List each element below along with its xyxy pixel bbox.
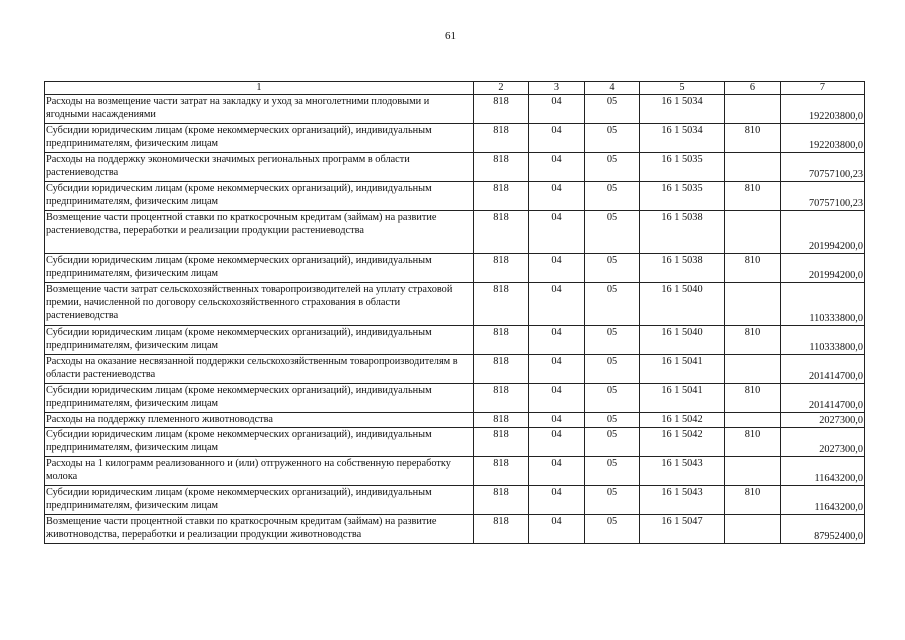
table-row [45, 124, 865, 153]
admin-code: 818 [474, 182, 529, 211]
subsection-code: 05 [585, 428, 640, 457]
amount: 201414700,0 [781, 355, 865, 384]
target-article-code: 16 1 5038 [640, 254, 725, 283]
expense-type-code: 810 [725, 428, 781, 457]
subsection-code: 05 [585, 355, 640, 384]
admin-code: 818 [474, 355, 529, 384]
section-code: 04 [529, 486, 585, 515]
table-header-row [45, 82, 865, 95]
expense-type-code [725, 153, 781, 182]
column-header: 7 [781, 82, 865, 95]
table-row [45, 428, 865, 457]
target-article-code: 16 1 5035 [640, 182, 725, 211]
row-description: Субсидии юридическим лицам (кроме некоммерческих организаций), индивидуальным предпринимателям, физическим лицам [45, 182, 474, 211]
section-code: 04 [529, 182, 585, 211]
expense-type-code [725, 515, 781, 544]
amount: 110333800,0 [781, 283, 865, 326]
subsection-code: 05 [585, 283, 640, 326]
admin-code: 818 [474, 283, 529, 326]
row-description: Расходы на оказание несвязанной поддержки сельскохозяйственным товаропроизводителям в области растениеводства [45, 355, 474, 384]
amount: 2027300,0 [781, 413, 865, 428]
subsection-code: 05 [585, 182, 640, 211]
section-code: 04 [529, 428, 585, 457]
row-description: Субсидии юридическим лицам (кроме некоммерческих организаций), индивидуальным предпринимателям, физическим лицам [45, 486, 474, 515]
section-code: 04 [529, 211, 585, 254]
amount: 192203800,0 [781, 124, 865, 153]
row-description: Возмещение части процентной ставки по краткосрочным кредитам (займам) на развитие растениеводства, переработки и реализации продукции растениеводства [45, 211, 474, 254]
target-article-code: 16 1 5042 [640, 413, 725, 428]
budget-table [44, 81, 865, 544]
table-row [45, 326, 865, 355]
amount: 11643200,0 [781, 457, 865, 486]
section-code: 04 [529, 355, 585, 384]
admin-code: 818 [474, 413, 529, 428]
amount: 2027300,0 [781, 428, 865, 457]
table-row [45, 95, 865, 124]
expense-type-code [725, 95, 781, 124]
amount: 70757100,23 [781, 153, 865, 182]
row-description: Субсидии юридическим лицам (кроме некоммерческих организаций), индивидуальным предпринимателям, физическим лицам [45, 326, 474, 355]
expense-type-code [725, 211, 781, 254]
target-article-code: 16 1 5040 [640, 283, 725, 326]
section-code: 04 [529, 95, 585, 124]
target-article-code: 16 1 5041 [640, 384, 725, 413]
target-article-code: 16 1 5034 [640, 124, 725, 153]
table-row [45, 211, 865, 254]
column-header: 5 [640, 82, 725, 95]
table-row [45, 413, 865, 428]
admin-code: 818 [474, 428, 529, 457]
subsection-code: 05 [585, 413, 640, 428]
amount: 201414700,0 [781, 384, 865, 413]
expense-type-code [725, 355, 781, 384]
admin-code: 818 [474, 515, 529, 544]
amount: 192203800,0 [781, 95, 865, 124]
subsection-code: 05 [585, 211, 640, 254]
section-code: 04 [529, 283, 585, 326]
amount: 70757100,23 [781, 182, 865, 211]
subsection-code: 05 [585, 486, 640, 515]
target-article-code: 16 1 5034 [640, 95, 725, 124]
target-article-code: 16 1 5042 [640, 428, 725, 457]
expense-type-code [725, 283, 781, 326]
expense-type-code [725, 457, 781, 486]
section-code: 04 [529, 457, 585, 486]
column-header: 3 [529, 82, 585, 95]
section-code: 04 [529, 153, 585, 182]
row-description: Расходы на 1 килограмм реализованного и (или) отгруженного на собственную переработку молока [45, 457, 474, 486]
column-header: 1 [45, 82, 474, 95]
section-code: 04 [529, 413, 585, 428]
row-description: Возмещение части процентной ставки по краткосрочным кредитам (займам) на развитие животноводства, переработки и реализации продукции животноводства [45, 515, 474, 544]
expense-type-code: 810 [725, 124, 781, 153]
subsection-code: 05 [585, 153, 640, 182]
table-row [45, 355, 865, 384]
subsection-code: 05 [585, 457, 640, 486]
column-header: 6 [725, 82, 781, 95]
section-code: 04 [529, 124, 585, 153]
amount: 110333800,0 [781, 326, 865, 355]
section-code: 04 [529, 326, 585, 355]
expense-type-code: 810 [725, 254, 781, 283]
admin-code: 818 [474, 153, 529, 182]
target-article-code: 16 1 5041 [640, 355, 725, 384]
amount: 11643200,0 [781, 486, 865, 515]
section-code: 04 [529, 254, 585, 283]
admin-code: 818 [474, 95, 529, 124]
section-code: 04 [529, 384, 585, 413]
row-description: Возмещение части затрат сельскохозяйственных товаропроизводителей на уплату страховой премии, начисленной по договору сельскохозяйственного страхования в области растениеводства [45, 283, 474, 326]
subsection-code: 05 [585, 124, 640, 153]
admin-code: 818 [474, 124, 529, 153]
table-row [45, 486, 865, 515]
row-description: Субсидии юридическим лицам (кроме некоммерческих организаций), индивидуальным предпринимателям, физическим лицам [45, 254, 474, 283]
row-description: Субсидии юридическим лицам (кроме некоммерческих организаций), индивидуальным предпринимателям, физическим лицам [45, 384, 474, 413]
row-description: Субсидии юридическим лицам (кроме некоммерческих организаций), индивидуальным предпринимателям, физическим лицам [45, 124, 474, 153]
table-row [45, 384, 865, 413]
admin-code: 818 [474, 326, 529, 355]
subsection-code: 05 [585, 384, 640, 413]
subsection-code: 05 [585, 326, 640, 355]
admin-code: 818 [474, 457, 529, 486]
expense-type-code [725, 413, 781, 428]
table-row [45, 182, 865, 211]
subsection-code: 05 [585, 95, 640, 124]
section-code: 04 [529, 515, 585, 544]
admin-code: 818 [474, 211, 529, 254]
column-header: 2 [474, 82, 529, 95]
target-article-code: 16 1 5040 [640, 326, 725, 355]
target-article-code: 16 1 5043 [640, 457, 725, 486]
target-article-code: 16 1 5035 [640, 153, 725, 182]
expense-type-code: 810 [725, 326, 781, 355]
amount: 87952400,0 [781, 515, 865, 544]
target-article-code: 16 1 5047 [640, 515, 725, 544]
subsection-code: 05 [585, 515, 640, 544]
row-description: Расходы на поддержку экономически значимых региональных программ в области растениеводства [45, 153, 474, 182]
table-row [45, 457, 865, 486]
amount: 201994200,0 [781, 211, 865, 254]
expense-type-code: 810 [725, 182, 781, 211]
row-description: Субсидии юридическим лицам (кроме некоммерческих организаций), индивидуальным предпринимателям, физическим лицам [45, 428, 474, 457]
target-article-code: 16 1 5038 [640, 211, 725, 254]
expense-type-code: 810 [725, 384, 781, 413]
table-row [45, 254, 865, 283]
expense-type-code: 810 [725, 486, 781, 515]
page-number: 61 [445, 30, 456, 42]
table-row [45, 153, 865, 182]
amount: 201994200,0 [781, 254, 865, 283]
admin-code: 818 [474, 486, 529, 515]
table-row [45, 283, 865, 326]
table-row [45, 515, 865, 544]
admin-code: 818 [474, 384, 529, 413]
row-description: Расходы на возмещение части затрат на закладку и уход за многолетними плодовыми и ягодными насаждениями [45, 95, 474, 124]
admin-code: 818 [474, 254, 529, 283]
row-description: Расходы на поддержку племенного животноводства [45, 413, 474, 428]
target-article-code: 16 1 5043 [640, 486, 725, 515]
column-header: 4 [585, 82, 640, 95]
subsection-code: 05 [585, 254, 640, 283]
